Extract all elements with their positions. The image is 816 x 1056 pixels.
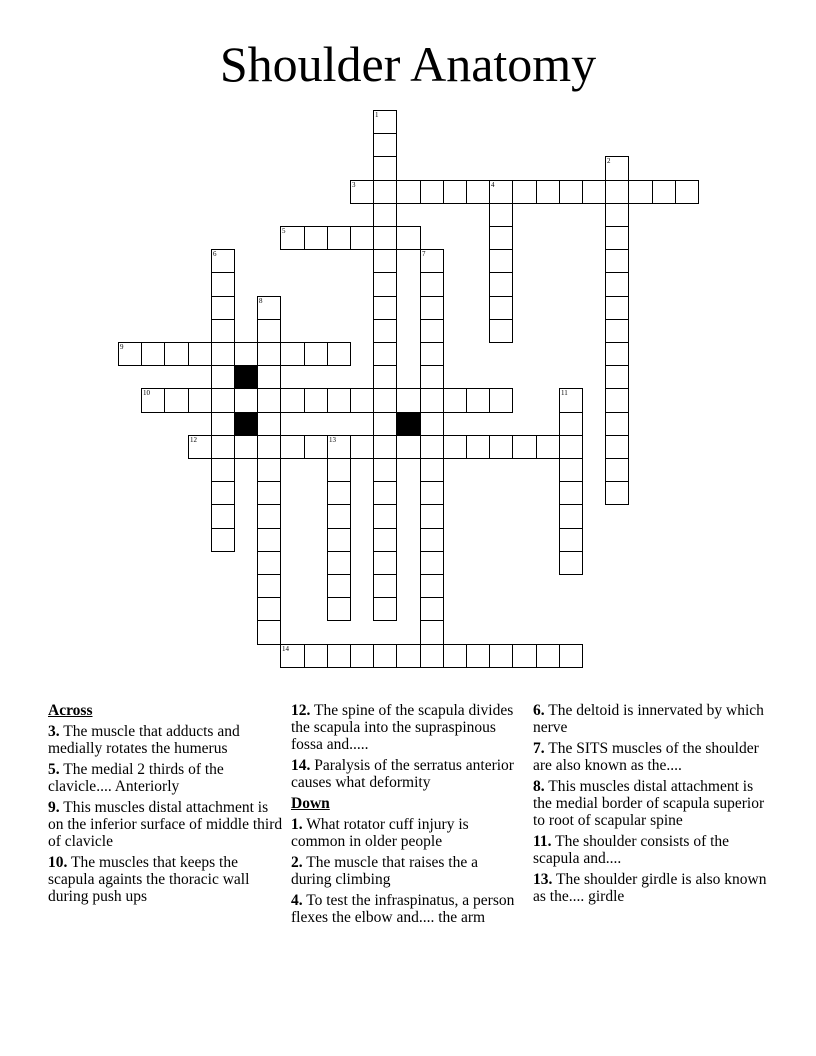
grid-cell[interactable] <box>396 226 421 250</box>
grid-cell[interactable] <box>443 435 467 459</box>
grid-cell[interactable] <box>280 644 305 668</box>
cell-number: 2 <box>607 157 611 165</box>
grid-cell[interactable] <box>559 551 583 575</box>
grid-cell[interactable] <box>489 180 513 204</box>
grid-cell[interactable] <box>211 528 235 552</box>
grid-cell[interactable] <box>420 551 444 575</box>
clue-across-5[interactable]: 5. The medial 2 thirds of the clavicle.... Anteriorly <box>48 761 224 795</box>
grid-cell[interactable] <box>396 388 421 413</box>
grid-cell[interactable] <box>373 203 397 227</box>
grid-cell[interactable] <box>257 528 281 552</box>
grid-cell[interactable] <box>118 342 142 366</box>
clue-down-13[interactable]: 13. The shoulder girdle is also known as the.... girdle <box>533 871 767 905</box>
grid-cell[interactable] <box>420 365 444 389</box>
clue-across-3[interactable]: 3. The muscle that adducts and medially rotates the humerus <box>48 723 240 757</box>
clue-across-9[interactable]: 9. This muscles distal attachment is on the inferior surface of middle third of clavicle <box>48 799 283 850</box>
grid-cell[interactable] <box>420 388 444 413</box>
grid-cell[interactable] <box>373 504 397 529</box>
grid-cell[interactable] <box>373 528 397 552</box>
cell-number: 4 <box>491 181 495 189</box>
grid-cell[interactable] <box>257 504 281 529</box>
grid-cell[interactable] <box>327 342 351 366</box>
grid-cell[interactable] <box>280 388 305 413</box>
grid-cell[interactable] <box>280 435 305 459</box>
grid-cell[interactable] <box>327 435 351 459</box>
grid-cell[interactable] <box>373 481 397 505</box>
grid-cell[interactable] <box>373 342 397 366</box>
cell-number: 12 <box>190 436 197 444</box>
grid-cell[interactable] <box>420 528 444 552</box>
grid-cell[interactable] <box>489 644 513 668</box>
grid-cell[interactable] <box>304 644 328 668</box>
grid-cell[interactable] <box>211 342 235 366</box>
grid-cell[interactable] <box>605 412 629 436</box>
grid-cell[interactable] <box>489 319 513 343</box>
cell-number: 9 <box>120 343 124 351</box>
grid-cell[interactable] <box>443 180 467 204</box>
grid-cell[interactable] <box>327 551 351 575</box>
clue-down-6[interactable]: 6. The deltoid is innervated by which nerve <box>533 702 764 736</box>
grid-cell[interactable] <box>373 551 397 575</box>
cell-number: 11 <box>561 389 568 397</box>
grid-cell[interactable] <box>280 342 305 366</box>
grid-cell[interactable] <box>420 644 444 668</box>
grid-cell[interactable] <box>605 342 629 366</box>
grid-cell[interactable] <box>257 551 281 575</box>
grid-cell[interactable] <box>327 226 351 250</box>
grid-cell[interactable] <box>350 180 374 204</box>
grid-cell[interactable] <box>257 574 281 598</box>
grid-cell[interactable] <box>466 180 490 204</box>
clue-down-4[interactable]: 4. To test the infraspinatus, a person flexes the elbow and.... the arm <box>291 892 515 926</box>
grid-cell[interactable] <box>327 504 351 529</box>
grid-cell[interactable] <box>512 180 537 204</box>
grid-cell[interactable] <box>373 156 397 181</box>
grid-cell[interactable] <box>466 388 490 413</box>
grid-cell[interactable] <box>327 458 351 482</box>
cell-number: 1 <box>375 111 379 119</box>
grid-cell[interactable] <box>559 388 583 413</box>
grid-cell[interactable] <box>559 180 583 204</box>
grid-cell[interactable] <box>559 481 583 505</box>
grid-cell[interactable] <box>257 296 281 320</box>
grid-cell[interactable] <box>211 388 235 413</box>
grid-cell[interactable] <box>559 644 583 668</box>
grid-cell[interactable] <box>605 481 629 505</box>
grid-cell[interactable] <box>559 435 583 459</box>
grid-cell[interactable] <box>420 249 444 273</box>
grid-cell[interactable] <box>234 435 258 459</box>
grid-cell[interactable] <box>605 203 629 227</box>
clue-down-11[interactable]: 11. The shoulder consists of the scapula and.... <box>533 833 730 867</box>
grid-cell[interactable] <box>373 272 397 297</box>
grid-cell[interactable] <box>234 342 258 366</box>
grid-cell[interactable] <box>373 388 397 413</box>
grid-cell[interactable] <box>605 388 629 413</box>
grid-cell[interactable] <box>373 365 397 389</box>
grid-cell[interactable] <box>628 180 653 204</box>
grid-cell[interactable] <box>373 597 397 621</box>
grid-cell[interactable] <box>605 249 629 273</box>
grid-cell[interactable] <box>489 435 513 459</box>
grid-cell[interactable] <box>350 226 374 250</box>
grid-cell[interactable] <box>559 528 583 552</box>
grid-cell[interactable] <box>373 110 397 134</box>
grid-cell[interactable] <box>420 481 444 505</box>
grid-cell[interactable] <box>489 249 513 273</box>
grid-cell[interactable] <box>327 644 351 668</box>
grid-cell[interactable] <box>211 365 235 389</box>
grid-cell[interactable] <box>512 644 537 668</box>
grid-cell[interactable] <box>257 481 281 505</box>
grid-cell[interactable] <box>304 226 328 250</box>
grid-cell[interactable] <box>652 180 676 204</box>
grid-cell[interactable] <box>536 435 560 459</box>
grid-cell[interactable] <box>257 458 281 482</box>
grid-cell[interactable] <box>420 180 444 204</box>
grid-cell[interactable] <box>420 296 444 320</box>
cell-number: 3 <box>352 181 356 189</box>
across-heading: Across <box>48 702 93 719</box>
grid-cell[interactable] <box>605 319 629 343</box>
grid-cell[interactable] <box>373 574 397 598</box>
grid-cell[interactable] <box>396 644 421 668</box>
grid-cell[interactable] <box>257 365 281 389</box>
grid-cell[interactable] <box>257 412 281 436</box>
cell-number: 10 <box>143 389 150 397</box>
grid-cell[interactable] <box>605 156 629 181</box>
grid-cell[interactable] <box>675 180 699 204</box>
cell-number: 13 <box>329 436 336 444</box>
grid-cell[interactable] <box>373 226 397 250</box>
grid-cell[interactable] <box>489 203 513 227</box>
grid-cell[interactable] <box>257 342 281 366</box>
clue-across-14[interactable]: 14. Paralysis of the serratus anterior causes what deformity <box>291 757 514 791</box>
cell-number: 5 <box>282 227 286 235</box>
grid-cell[interactable] <box>350 388 374 413</box>
grid-cell[interactable] <box>559 412 583 436</box>
black-cell <box>234 365 258 389</box>
grid-cell[interactable] <box>211 319 235 343</box>
grid-cell[interactable] <box>396 435 421 459</box>
grid-cell[interactable] <box>373 458 397 482</box>
grid-cell[interactable] <box>420 435 444 459</box>
grid-cell[interactable] <box>420 319 444 343</box>
grid-cell[interactable] <box>420 597 444 621</box>
grid-cell[interactable] <box>559 504 583 529</box>
grid-cell[interactable] <box>489 272 513 297</box>
grid-cell[interactable] <box>582 180 606 204</box>
grid-cell[interactable] <box>373 435 397 459</box>
grid-cell[interactable] <box>211 249 235 273</box>
grid-cell[interactable] <box>605 296 629 320</box>
grid-cell[interactable] <box>327 388 351 413</box>
grid-cell[interactable] <box>211 435 235 459</box>
grid-cell[interactable] <box>605 226 629 250</box>
clue-column-2 <box>291 702 519 930</box>
grid-cell[interactable] <box>443 644 467 668</box>
grid-cell[interactable] <box>141 342 165 366</box>
grid-cell[interactable] <box>466 644 490 668</box>
clue-across-10[interactable]: 10. The muscles that keeps the scapula againts the thoracic wall during push ups <box>48 854 250 905</box>
clue-down-7[interactable]: 7. The SITS muscles of the shoulder are also known as the.... <box>533 740 759 774</box>
grid-cell[interactable] <box>420 458 444 482</box>
cell-number: 14 <box>282 645 289 653</box>
grid-cell[interactable] <box>605 180 629 204</box>
grid-cell[interactable] <box>211 504 235 529</box>
grid-cell[interactable] <box>257 597 281 621</box>
grid-cell[interactable] <box>443 388 467 413</box>
grid-cell[interactable] <box>327 528 351 552</box>
grid-cell[interactable] <box>489 226 513 250</box>
grid-cell[interactable] <box>605 458 629 482</box>
grid-cell[interactable] <box>164 388 189 413</box>
black-cell <box>234 412 258 436</box>
grid-cell[interactable] <box>489 388 513 413</box>
grid-cell[interactable] <box>327 597 351 621</box>
grid-cell[interactable] <box>373 133 397 157</box>
clue-down-2[interactable]: 2. The muscle that raises the a during climbing <box>291 854 478 888</box>
grid-cell[interactable] <box>257 620 281 645</box>
grid-cell[interactable] <box>466 435 490 459</box>
grid-cell[interactable] <box>373 319 397 343</box>
grid-cell[interactable] <box>257 319 281 343</box>
grid-cell[interactable] <box>257 388 281 413</box>
grid-cell[interactable] <box>234 388 258 413</box>
black-cell <box>396 412 421 436</box>
grid-cell[interactable] <box>257 435 281 459</box>
clue-column-1 <box>48 702 284 909</box>
grid-cell[interactable] <box>536 644 560 668</box>
grid-cell[interactable] <box>559 458 583 482</box>
grid-cell[interactable] <box>420 342 444 366</box>
grid-cell[interactable] <box>304 435 328 459</box>
grid-cell[interactable] <box>536 180 560 204</box>
grid-cell[interactable] <box>605 365 629 389</box>
grid-cell[interactable] <box>420 620 444 645</box>
grid-cell[interactable] <box>327 481 351 505</box>
clue-column-3 <box>533 702 769 909</box>
grid-cell[interactable] <box>188 388 212 413</box>
grid-cell[interactable] <box>211 272 235 297</box>
grid-cell[interactable] <box>304 388 328 413</box>
grid-cell[interactable] <box>350 435 374 459</box>
grid-cell[interactable] <box>373 644 397 668</box>
grid-cell[interactable] <box>605 272 629 297</box>
grid-cell[interactable] <box>211 458 235 482</box>
grid-cell[interactable] <box>420 574 444 598</box>
clue-across-12[interactable]: 12. The spine of the scapula divides the scapula into the supraspinous fossa and..... <box>291 702 514 753</box>
grid-cell[interactable] <box>373 249 397 273</box>
clue-down-8[interactable]: 8. This muscles distal attachment is the medial border of scapula superior to root of scapular spine <box>533 778 765 829</box>
cell-number: 8 <box>259 297 263 305</box>
grid-cell[interactable] <box>420 412 444 436</box>
grid-cell[interactable] <box>605 435 629 459</box>
grid-cell[interactable] <box>188 342 212 366</box>
down-heading: Down <box>291 795 330 812</box>
grid-cell[interactable] <box>350 644 374 668</box>
grid-cell[interactable] <box>327 574 351 598</box>
grid-cell[interactable] <box>280 226 305 250</box>
grid-cell[interactable] <box>188 435 212 459</box>
grid-cell[interactable] <box>211 296 235 320</box>
cell-number: 6 <box>213 250 217 258</box>
grid-cell[interactable] <box>373 412 397 436</box>
grid-cell[interactable] <box>373 180 397 204</box>
grid-cell[interactable] <box>420 272 444 297</box>
grid-cell[interactable] <box>211 412 235 436</box>
clue-down-1[interactable]: 1. What rotator cuff injury is common in older people <box>291 816 469 850</box>
grid-cell[interactable] <box>489 296 513 320</box>
grid-cell[interactable] <box>420 504 444 529</box>
grid-cell[interactable] <box>512 435 537 459</box>
puzzle-title: Shoulder Anatomy <box>219 36 597 92</box>
grid-cell[interactable] <box>211 481 235 505</box>
grid-cell[interactable] <box>141 388 165 413</box>
cell-number: 7 <box>422 250 426 258</box>
grid-cell[interactable] <box>164 342 189 366</box>
grid-cell[interactable] <box>373 296 397 320</box>
grid-cell[interactable] <box>304 342 328 366</box>
grid-cell[interactable] <box>396 180 421 204</box>
